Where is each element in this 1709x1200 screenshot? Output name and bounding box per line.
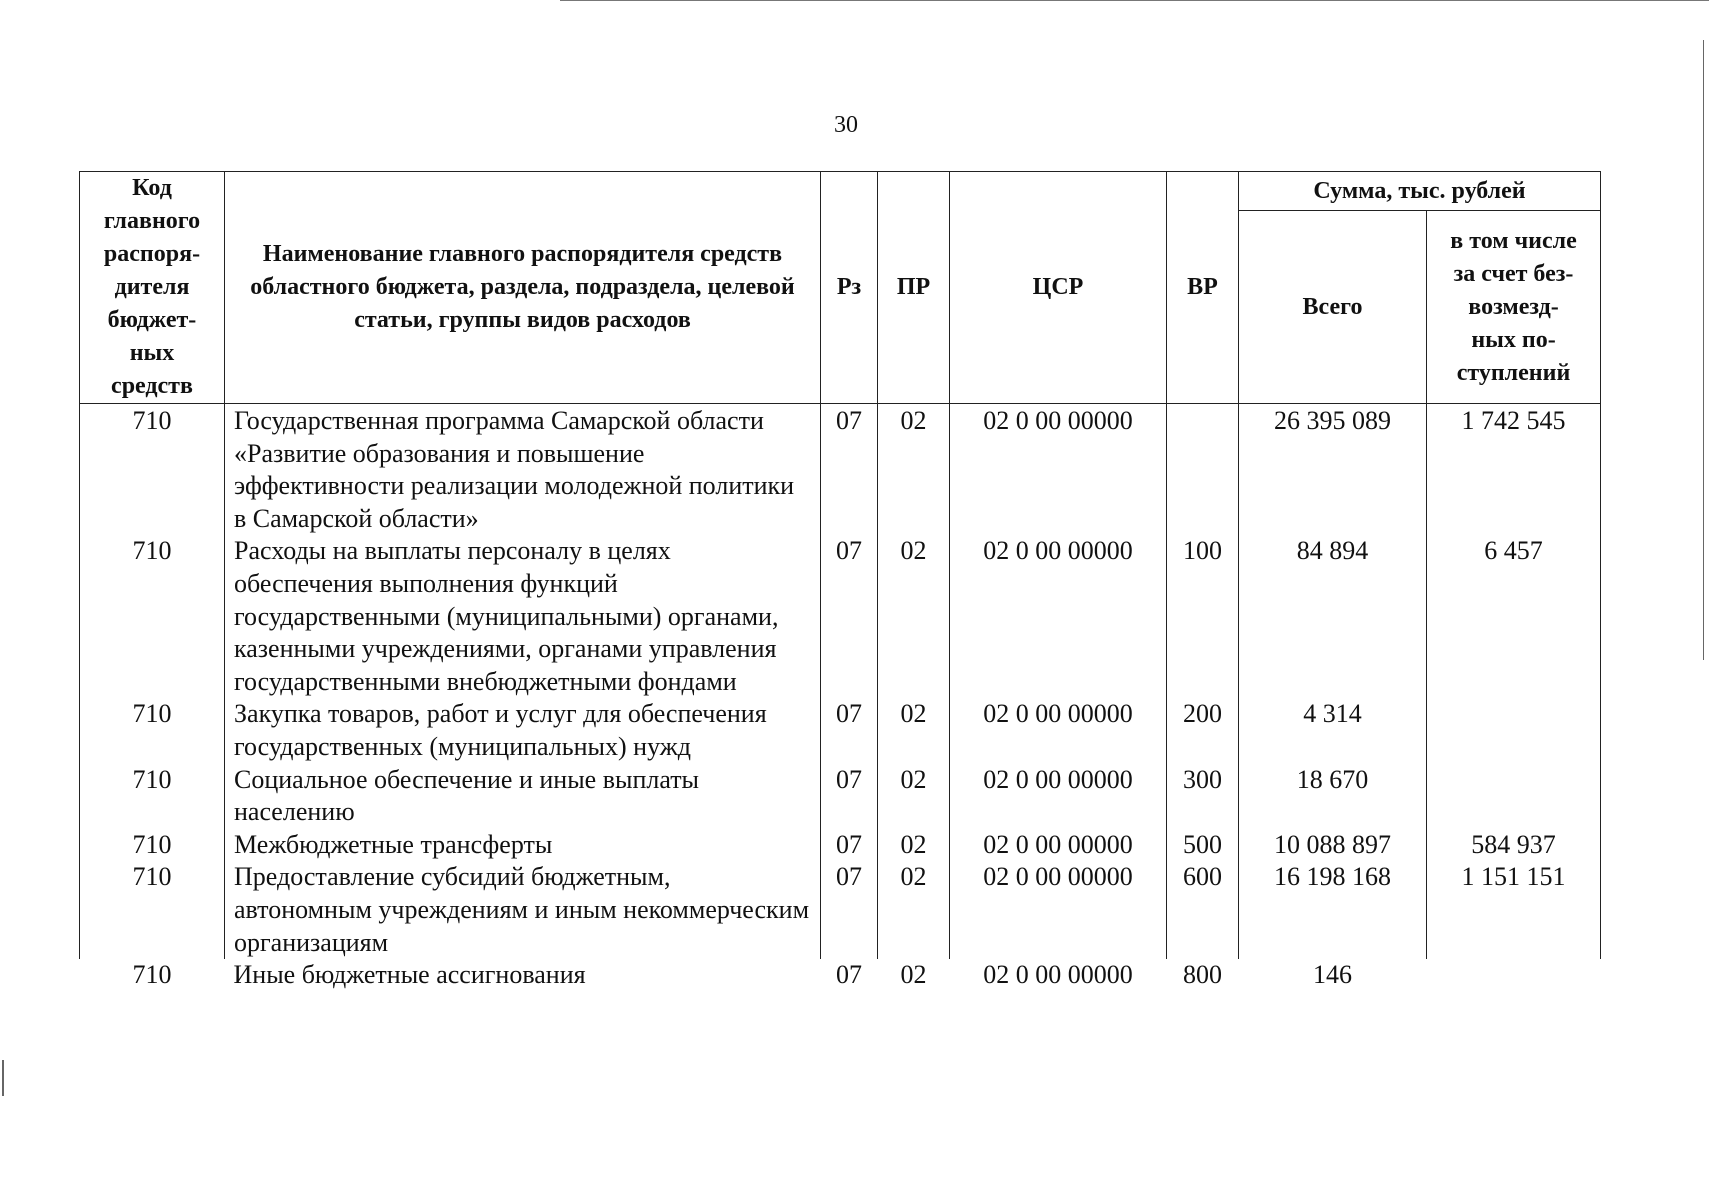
table-row <box>80 764 1601 829</box>
table-row <box>80 698 1601 763</box>
header-code: Код главного распоря- дителя бюджет- ных средств <box>80 172 225 404</box>
cell-total: 26 395 089 <box>1239 404 1427 536</box>
cell-code: 710 <box>80 404 225 536</box>
table-row <box>80 535 1601 698</box>
table-row <box>80 861 1601 959</box>
header-csr: ЦСР <box>950 172 1167 404</box>
cell-vr: 800 <box>1183 960 1222 990</box>
cell-pr: 02 <box>878 698 950 763</box>
cell-vr: 500 <box>1167 829 1239 862</box>
cell-rz: 07 <box>821 861 878 959</box>
cell-total: 16 198 168 <box>1239 861 1427 959</box>
cell-name: Расходы на выплаты персоналу в целях обеспечения выполнения функций государственными (муниципальными) органами, казенными учреждениями, органами управления государственными внебюджетными фондами <box>225 535 821 698</box>
cell-total: 84 894 <box>1239 535 1427 698</box>
cell-total: 146 <box>1313 960 1352 990</box>
cell-gratis: 584 937 <box>1427 829 1601 862</box>
cell-vr <box>1167 404 1239 536</box>
cell-name: Социальное обеспечение и иные выплаты населению <box>225 764 821 829</box>
cell-rz: 07 <box>836 960 862 990</box>
cell-name: Государственная программа Самарской области «Развитие образования и повышение эффективности реализации молодежной политики в Самарской области» <box>225 404 821 536</box>
header-sum-group: Сумма, тыс. рублей <box>1239 172 1601 211</box>
page-number: 30 <box>834 112 858 138</box>
table-row <box>80 959 1601 992</box>
cell-vr: 100 <box>1167 535 1239 698</box>
cell-code: 710 <box>80 861 225 959</box>
cell-rz: 07 <box>821 404 878 536</box>
cell-csr: 02 0 00 00000 <box>950 404 1167 536</box>
cell-total: 18 670 <box>1239 764 1427 829</box>
header-pr: ПР <box>878 172 950 404</box>
cell-gratis <box>1427 959 1601 992</box>
cell-gratis <box>1427 764 1601 829</box>
cell-name: Межбюджетные трансферты <box>225 829 821 862</box>
cell-code: 710 <box>80 698 225 763</box>
cell-pr: 02 <box>878 535 950 698</box>
cell-rz: 07 <box>821 535 878 698</box>
cell-vr: 200 <box>1167 698 1239 763</box>
cell-pr: 02 <box>878 829 950 862</box>
cell-total: 4 314 <box>1239 698 1427 763</box>
cell-name: Закупка товаров, работ и услуг для обеспечения государственных (муниципальных) нужд <box>225 698 821 763</box>
table-body <box>80 404 1601 992</box>
cell-gratis: 1 742 545 <box>1427 404 1601 536</box>
scan-margin-mark <box>2 1060 4 1096</box>
cell-name: Предоставление субсидий бюджетным, автономным учреждениям и иным некоммерческим организациям <box>225 861 821 959</box>
header-name: Наименование главного распорядителя средств областного бюджета, раздела, подраздела, целевой статьи, группы видов расходов <box>225 172 821 404</box>
cell-csr: 02 0 00 00000 <box>950 764 1167 829</box>
cell-csr: 02 0 00 00000 <box>950 535 1167 698</box>
cell-pr: 02 <box>878 764 950 829</box>
cell-rz: 07 <box>821 829 878 862</box>
cell-csr: 02 0 00 00000 <box>950 698 1167 763</box>
cell-pr: 02 <box>878 861 950 959</box>
cell-rz: 07 <box>821 698 878 763</box>
header-vr: ВР <box>1167 172 1239 404</box>
cell-pr: 02 <box>900 960 927 990</box>
cell-vr: 600 <box>1167 861 1239 959</box>
cell-gratis: 1 151 151 <box>1427 861 1601 959</box>
cell-rz: 07 <box>821 764 878 829</box>
page-top-rule <box>560 0 1709 1</box>
table-row <box>80 829 1601 862</box>
cell-code: 710 <box>80 764 225 829</box>
table-header <box>80 172 1601 404</box>
cell-name: Иные бюджетные ассигнования <box>233 960 586 990</box>
header-total: Всего <box>1239 211 1427 404</box>
cell-code: 710 <box>80 829 225 862</box>
cell-csr: 02 0 00 00000 <box>950 861 1167 959</box>
cell-total: 10 088 897 <box>1239 829 1427 862</box>
cell-vr: 300 <box>1167 764 1239 829</box>
cell-code: 710 <box>132 960 172 990</box>
table-row <box>80 404 1601 536</box>
header-gratis: в том числе за счет без- возмезд- ных по- ступлений <box>1427 211 1601 404</box>
scan-margin-mark <box>1703 40 1704 660</box>
cell-csr: 02 0 00 00000 <box>983 960 1133 990</box>
cell-csr: 02 0 00 00000 <box>950 829 1167 862</box>
budget-table <box>79 171 1601 992</box>
cell-code: 710 <box>80 535 225 698</box>
cell-gratis <box>1427 698 1601 763</box>
cell-gratis: 6 457 <box>1427 535 1601 698</box>
cell-pr: 02 <box>878 404 950 536</box>
header-rz: Рз <box>821 172 878 404</box>
